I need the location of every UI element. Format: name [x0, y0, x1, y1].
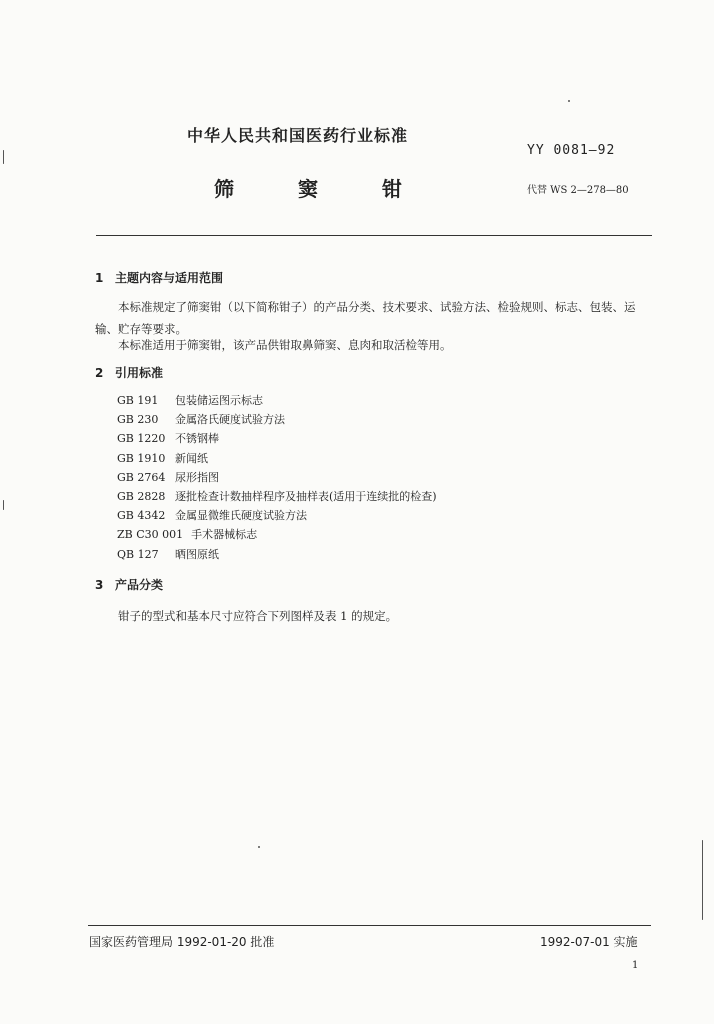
section-title: 主题内容与适用范围 [115, 271, 224, 285]
section-3-heading [95, 576, 163, 593]
reference-title: 手术器械标志 [191, 528, 258, 542]
section-3-paragraph-1: 钳子的型式和基本尺寸应符合下列图样及表 1 的规定。 [118, 609, 398, 623]
section-1-heading [95, 269, 223, 286]
reference-item [117, 391, 437, 410]
standard-category: 中华人民共和国医药行业标准 [187, 126, 409, 145]
reference-code: QB 127 [117, 547, 159, 561]
reference-title: 新闻纸 [175, 451, 208, 465]
reference-code: GB 4342 [117, 509, 166, 523]
section-2-heading [95, 364, 163, 381]
reference-code: ZB C30 001 [117, 528, 184, 542]
title-char-1: 筛 [214, 177, 234, 201]
section-number: 3 [95, 578, 104, 592]
section-number: 2 [95, 366, 104, 380]
reference-code: GB 1910 [117, 451, 166, 465]
scan-mark [702, 840, 703, 920]
approval-line: 国家医药管理局 1992-01-20 批准 [89, 935, 275, 949]
section-title: 产品分类 [115, 578, 164, 592]
replaces-note: 代替 WS 2—278—80 [527, 185, 629, 196]
scan-mark [258, 846, 260, 848]
reference-title: 逐批检查计数抽样程序及抽样表(适用于连续批的检查) [175, 489, 437, 503]
reference-list [117, 391, 437, 564]
section-1-paragraph-1: 本标准规定了筛窦钳（以下简称钳子）的产品分类、技术要求、试验方法、检验规则、标志、包装、运输、贮存等要求。 [95, 300, 636, 336]
reference-item [117, 487, 437, 506]
reference-item [117, 449, 437, 468]
scan-mark [3, 150, 4, 164]
reference-code: GB 2828 [117, 489, 166, 503]
reference-code: GB 1220 [117, 432, 166, 446]
effective-date: 1992-07-01 实施 [540, 935, 638, 949]
page-number: 1 [632, 960, 639, 971]
reference-title: 尿形指图 [175, 470, 219, 484]
reference-item [117, 468, 437, 487]
reference-title: 包装储运图示标志 [175, 394, 263, 407]
reference-item [117, 410, 437, 429]
section-1-paragraph-2: 本标准适用于筛窦钳，该产品供钳取鼻筛窦、息肉和取活检等用。 [118, 338, 452, 352]
reference-title: 金属洛氏硬度试验方法 [175, 413, 285, 427]
standard-number: YY 0081—92 [527, 143, 616, 158]
reference-item [117, 545, 437, 564]
section-number: 1 [95, 271, 104, 285]
reference-title: 金属显微维氏硬度试验方法 [175, 509, 307, 523]
reference-item [117, 429, 437, 448]
scan-mark [568, 100, 570, 102]
header-divider [96, 235, 652, 236]
title-char-3: 钳 [382, 177, 402, 201]
reference-title: 不锈钢棒 [175, 432, 219, 446]
reference-code: GB 2764 [117, 470, 166, 484]
scan-mark [3, 500, 4, 510]
reference-code: GB 191 [117, 394, 159, 407]
reference-title: 晒图原纸 [175, 547, 219, 561]
reference-item [117, 506, 437, 525]
reference-code: GB 230 [117, 413, 159, 427]
reference-item [117, 525, 437, 544]
section-title: 引用标准 [115, 366, 164, 380]
footer-divider [88, 925, 651, 926]
title-char-2: 窦 [298, 177, 318, 201]
